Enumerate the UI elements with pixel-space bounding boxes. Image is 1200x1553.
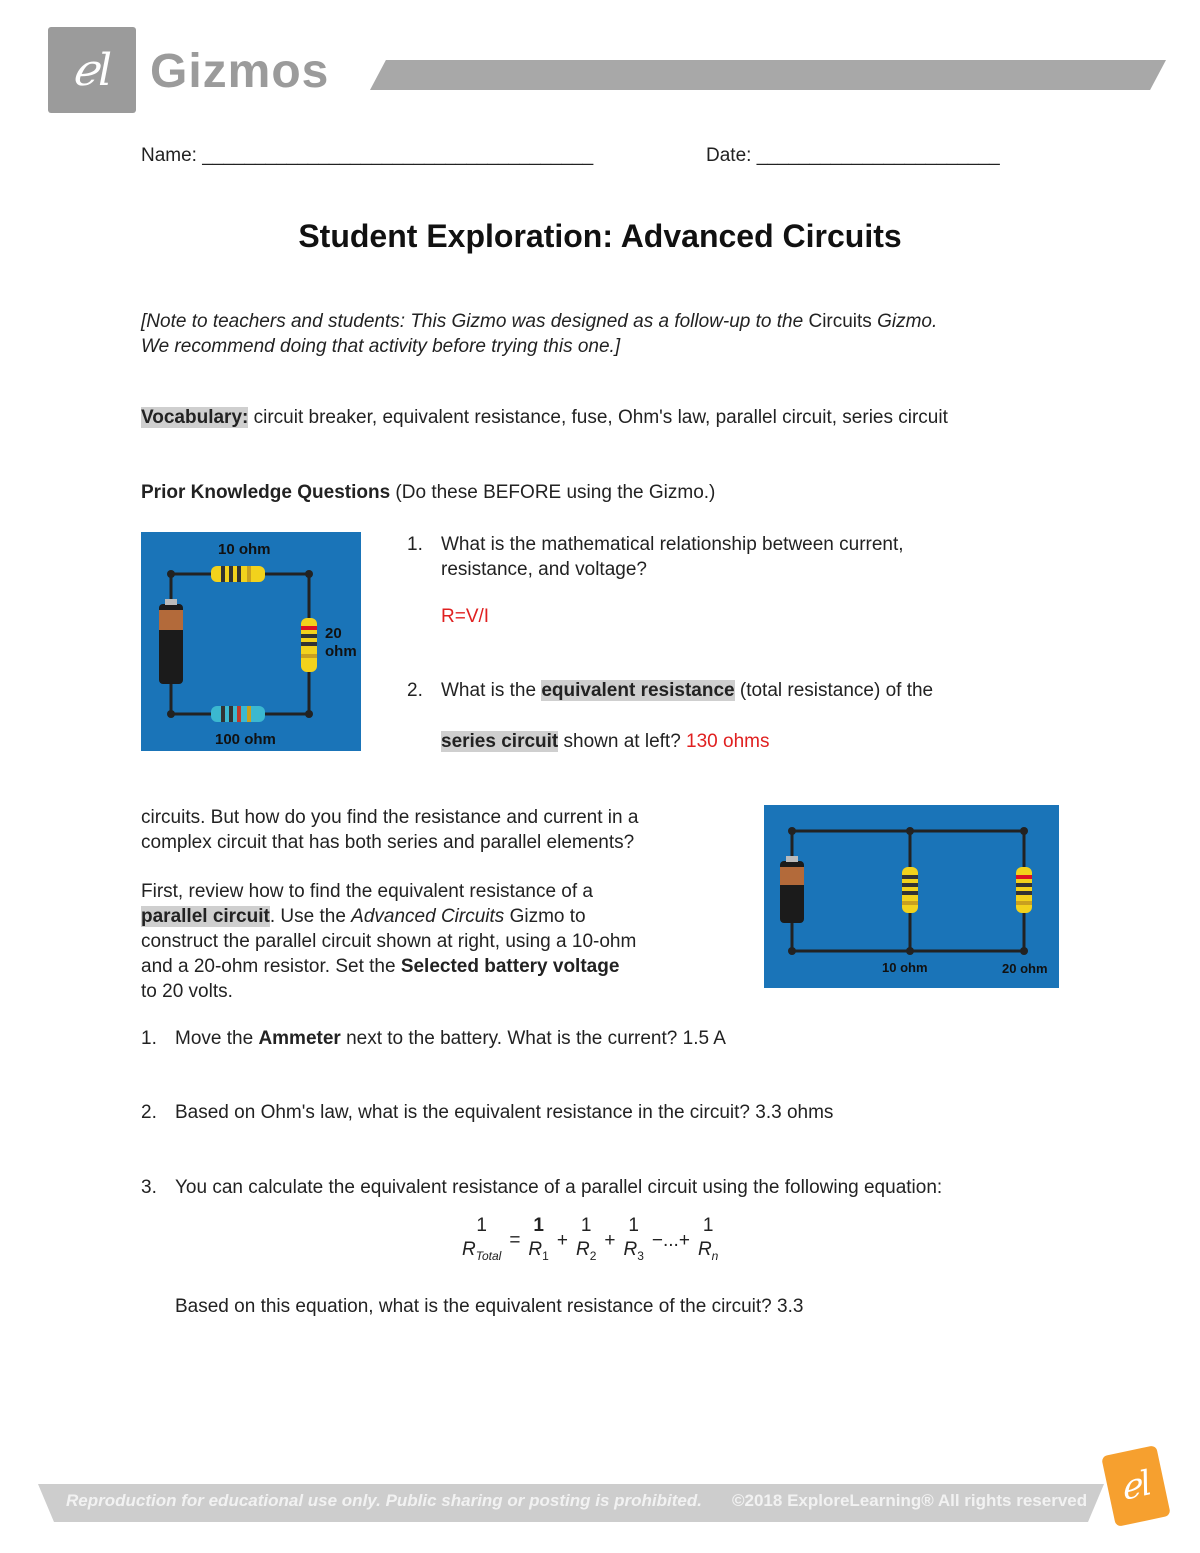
footer-reproduction-notice: Reproduction for educational use only. Public sharing or posting is prohibited. (66, 1491, 702, 1510)
label-10-ohm: 10 ohm (882, 960, 928, 975)
brand-name: Gizmos (150, 45, 330, 98)
prior-question-2: 2. What is the equivalent resistance (total resistance) of the (407, 680, 934, 701)
label-100-ohm: 100 ohm (215, 731, 276, 748)
question-3-followup: Based on this equation, what is the equivalent resistance of the circuit? 3.3 (175, 1296, 804, 1317)
date-field: Date: _______________________ (706, 145, 1000, 166)
gizmos-logo: ℯl (48, 27, 136, 113)
prior-question-1: 1. What is the mathematical relationship between current, resistance, and voltage? (407, 534, 904, 580)
prior-question-2-cont: series circuit shown at left? 130 ohms (441, 731, 770, 752)
vocabulary-label: Vocabulary: (141, 407, 249, 428)
explorelearning-logo: ℯl (1101, 1445, 1171, 1527)
label-10-ohm: 10 ohm (218, 541, 271, 558)
header-bar (370, 60, 1166, 90)
resistor-20-ohm (301, 618, 317, 672)
question-3: 3. You can calculate the equivalent resistance of a parallel circuit using the following equation: (141, 1177, 943, 1198)
label-20: 20 (325, 625, 342, 642)
question-2: 2. Based on Ohm's law, what is the equivalent resistance in the circuit? 3.3 ohms (141, 1102, 834, 1123)
resistor-10-ohm (211, 566, 265, 582)
name-field: Name: _____________________________________ (141, 145, 594, 166)
vocabulary: Vocabulary: circuit breaker, equivalent resistance, fuse, Ohm's law, parallel circuit, series circuit (141, 407, 948, 428)
footer-copyright: ©2018 ExploreLearning® All rights reserved (732, 1491, 1088, 1510)
label-20-ohm: 20 ohm (1002, 961, 1048, 976)
page-title: Student Exploration: Advanced Circuits (298, 218, 902, 254)
warmup-text-1: circuits. But how do you find the resistance and current in a complex circuit that has both series and parallel elements? (141, 807, 639, 853)
warmup-text-2: First, review how to find the equivalent resistance of a parallel circuit. Use the Advanced Circuits Gizmo to construct the parallel circuit shown at right, using a 10-ohm and a 20-ohm resistor. Set the Selected battery voltage to 20 volts. (141, 881, 637, 1002)
parallel-resistance-equation: 1 $R_{Total}$ = 1 $R_1$ + 1 $R_2$ + 1 $R_3$ −...+ 1 $R_n$ (462, 1215, 719, 1263)
battery-icon (780, 856, 804, 923)
resistor-20-ohm (1016, 867, 1032, 913)
series-circuit-figure (141, 532, 361, 751)
prior-answer-2: 130 ohms (686, 731, 770, 752)
resistor-10-ohm (902, 867, 918, 913)
label-ohm: ohm (325, 643, 357, 660)
prior-answer-1: R=V/I (441, 606, 490, 627)
question-1: 1. Move the Ammeter next to the battery. What is the current? 1.5 A (141, 1028, 726, 1049)
battery-icon (159, 599, 183, 684)
resistor-100-ohm (211, 706, 265, 722)
parallel-circuit-figure (764, 805, 1059, 988)
teacher-note: [Note to teachers and students: This Gizmo was designed as a follow-up to the Circuits Gizmo. We recommend doing that activity before trying this one.] (141, 311, 938, 357)
prior-knowledge-heading: Prior Knowledge Questions (Do these BEFORE using the Gizmo.) (141, 482, 716, 503)
